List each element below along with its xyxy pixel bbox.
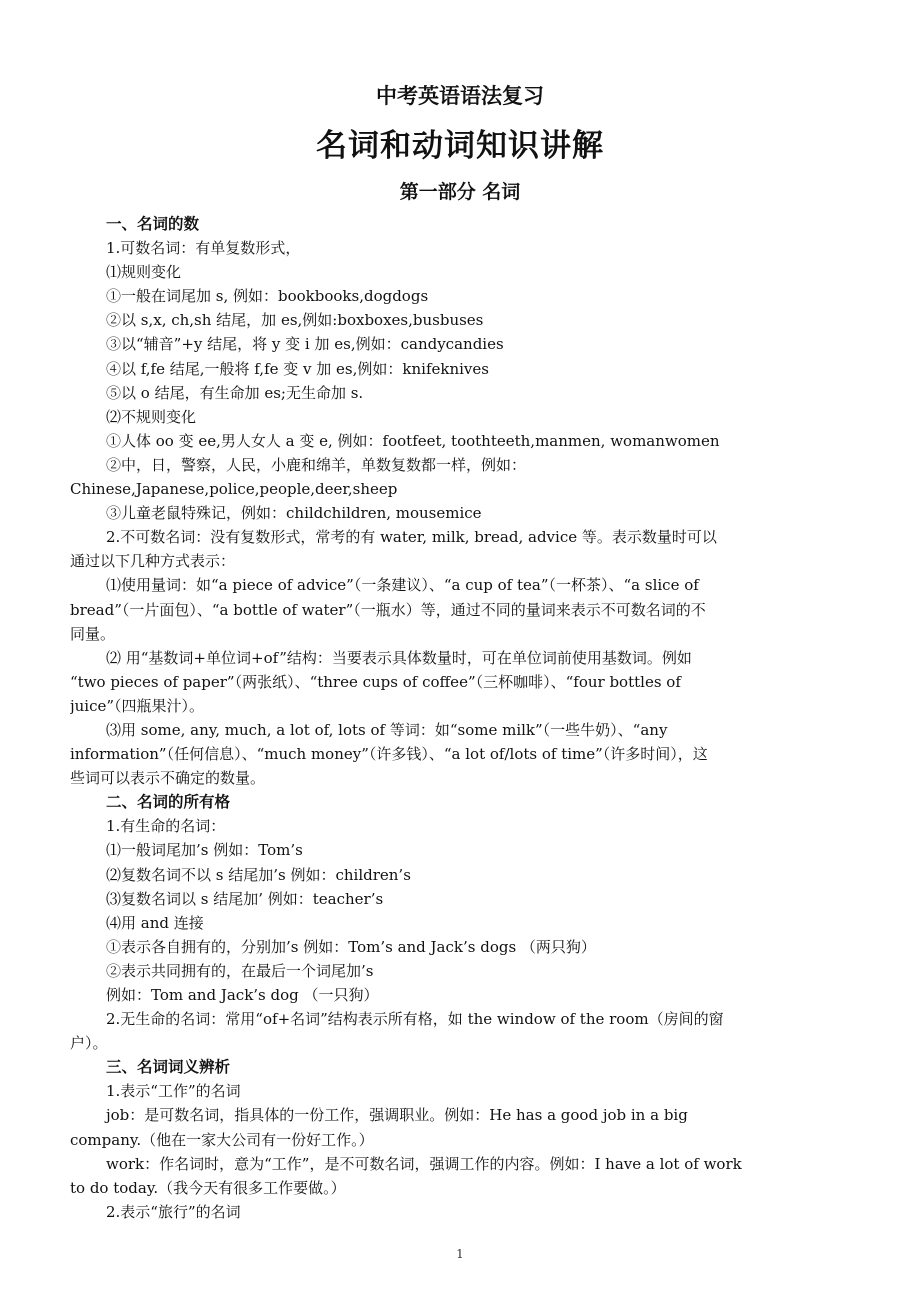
text-line: ③儿童老鼠特殊记，例如：childchildren, mousemice [106,504,482,523]
text-line: ②中，日，警察，人民，小鹿和绵羊，单数复数都一样，例如： [106,455,527,474]
text-line: ⑵ 用“基数词+单位词+of”结构：当要表示具体数量时，可在单位词前使用基数词。例如 [106,648,692,667]
section-part-title: 第一部分 名词 [399,181,521,203]
page-number: 1 [456,1247,464,1261]
text-line: juice”（四瓶果汁）。 [70,696,205,715]
text-line: 通过以下几种方式表示： [70,552,236,571]
document-body [70,212,878,1224]
text-line: 2.不可数名词：没有复数形式，常考的有 water, milk, bread, advice 等。表示数量时可以 [106,528,717,547]
text-line: ⑵复数名词不以 s 结尾加’s 例如：children’s [106,865,411,884]
text-line: 些词可以表示不确定的数量。 [70,769,266,788]
text-line: ⑴规则变化 [106,263,182,282]
text-line: ②以 s,x, ch,sh 结尾，加 es,例如:boxboxes,busbuses [106,311,484,330]
text-line: ⑶用 some, any, much, a lot of, lots of 等词：如“some milk”（一些牛奶）、“any [106,720,668,739]
text-line: “two pieces of paper”（两张纸）、“three cups of coffee”（三杯咖啡）、“four bottles of [70,672,681,691]
section-heading: 一、名词的数 [106,215,200,233]
text-line: job：是可数名词，指具体的一份工作，强调职业。例如：He has a good job in a big [106,1106,688,1125]
section-heading: 三、名词词义辨析 [106,1058,231,1077]
text-line: 例如：Tom and Jack’s dog （一只狗） [106,986,379,1004]
text-line: ①表示各自拥有的，分别加’s 例如：Tom’s and Jack’s dogs （两只狗） [106,937,596,956]
text-line: ①人体 oo 变 ee,男人女人 a 变 e, 例如：footfeet, toothteeth,manmen, womanwomen [106,431,720,450]
text-line: 1.有生命的名词： [106,817,226,836]
text-line: 同量。 [70,624,116,643]
text-line: 2.无生命的名词：常用“of+名词”结构表示所有格，如 the window of the room（房间的窗 [106,1010,724,1029]
text-line: ⑴一般词尾加’s 例如：Tom’s [106,841,303,860]
text-line: 2.表示“旅行”的名词 [106,1202,241,1221]
text-line: ⑷用 and 连接 [106,913,204,932]
text-line: bread”（一片面包）、“a bottle of water”（一瓶水）等，通过不同的量词来表示不可数名词的不 [70,600,706,619]
text-line: Chinese,Japanese,police,people,deer,sheep [70,480,398,499]
text-line: ③以“辅音”+y 结尾，将 y 变 i 加 es,例如：candycandies [106,335,504,354]
section-heading: 二、名词的所有格 [106,793,231,812]
text-line: ⑵不规则变化 [106,407,197,426]
text-line: 1.可数名词：有单复数形式， [106,239,301,258]
text-line: 1.表示“工作”的名词 [106,1082,241,1101]
document-subtitle: 中考英语语法复习 [376,84,544,108]
text-line: ④以 f,fe 结尾,一般将 f,fe 变 v 加 es,例如：knifeknives [106,359,489,378]
text-line: information”（任何信息）、“much money”（许多钱）、“a lot of/lots of time”（许多时间），这 [70,745,708,764]
text-line: ②表示共同拥有的，在最后一个词尾加’s [106,961,374,980]
text-line: ①一般在词尾加 s, 例如：bookbooks,dogdogs [106,287,429,306]
text-line: 户）。 [70,1034,108,1053]
text-line: ⑶复数名词以 s 结尾加’ 例如：teacher’s [106,889,384,908]
text-line: to do today.（我今天有很多工作要做。） [70,1178,346,1197]
text-line: company.（他在一家大公司有一份好工作。） [70,1130,374,1149]
text-line: ⑴使用量词：如“a piece of advice”（一条建议）、“a cup of tea”（一杯茶）、“a slice of [106,576,699,595]
text-line: work：作名词时，意为“工作”，是不可数名词，强调工作的内容。例如：I have a lot of work [106,1154,742,1173]
document-title: 名词和动词知识讲解 [316,128,604,164]
text-line: ⑤以 o 结尾，有生命加 es;无生命加 s. [106,383,364,402]
